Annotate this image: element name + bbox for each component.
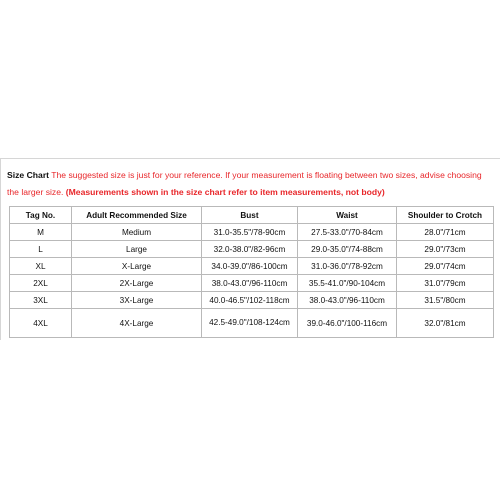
cell-waist: 39.0-46.0"/100-116cm [298, 309, 397, 338]
header-bust: Bust [202, 207, 298, 224]
cell-tag: 3XL [10, 292, 72, 309]
cell-shoulder: 31.5"/80cm [397, 292, 494, 309]
cell-tag: XL [10, 258, 72, 275]
size-table [9, 206, 494, 338]
cell-tag: 4XL [10, 309, 72, 338]
cell-bust: 31.0-35.5"/78-90cm [202, 224, 298, 241]
cell-size: Large [72, 241, 202, 258]
cell-shoulder: 29.0"/74cm [397, 258, 494, 275]
size-chart-title: Size Chart [7, 170, 50, 180]
cell-bust: 42.5-49.0"/108-124cm [202, 309, 298, 338]
table-header-row [10, 207, 494, 224]
cell-size: X-Large [72, 258, 202, 275]
cell-bust: 38.0-43.0"/96-110cm [202, 275, 298, 292]
cell-tag: L [10, 241, 72, 258]
header-adult-size: Adult Recommended Size [72, 207, 202, 224]
cell-waist: 31.0-36.0"/78-92cm [298, 258, 397, 275]
cell-bust: 34.0-39.0"/86-100cm [202, 258, 298, 275]
measurement-disclaimer: (Measurements shown in the size chart refer to item measurements, not body) [63, 187, 385, 197]
cell-shoulder: 28.0"/71cm [397, 224, 494, 241]
cell-waist: 29.0-35.0"/74-88cm [298, 241, 397, 258]
cell-shoulder: 32.0"/81cm [397, 309, 494, 338]
cell-tag: M [10, 224, 72, 241]
header-shoulder-to-crotch: Shoulder to Crotch [397, 207, 494, 224]
cell-shoulder: 31.0"/79cm [397, 275, 494, 292]
header-tag-no: Tag No. [10, 207, 72, 224]
cell-size: 2X-Large [72, 275, 202, 292]
cell-bust: 40.0-46.5"/102-118cm [202, 292, 298, 309]
cell-waist: 27.5-33.0"/70-84cm [298, 224, 397, 241]
table-row [10, 292, 494, 309]
cell-tag: 2XL [10, 275, 72, 292]
table-row [10, 224, 494, 241]
cell-size: 3X-Large [72, 292, 202, 309]
table-row [10, 241, 494, 258]
table-row [10, 275, 494, 292]
cell-size: Medium [72, 224, 202, 241]
size-advice-note: The suggested size is just for your reference. If your measurement is floating between two sizes, advise choosing the larger size. [7, 170, 482, 197]
cell-waist: 35.5-41.0"/90-104cm [298, 275, 397, 292]
cell-size: 4X-Large [72, 309, 202, 338]
table-row [10, 258, 494, 275]
cell-bust: 32.0-38.0"/82-96cm [202, 241, 298, 258]
header-waist: Waist [298, 207, 397, 224]
size-chart-intro [7, 167, 495, 201]
table-row [10, 309, 494, 338]
cell-waist: 38.0-43.0"/96-110cm [298, 292, 397, 309]
cell-shoulder: 29.0"/73cm [397, 241, 494, 258]
